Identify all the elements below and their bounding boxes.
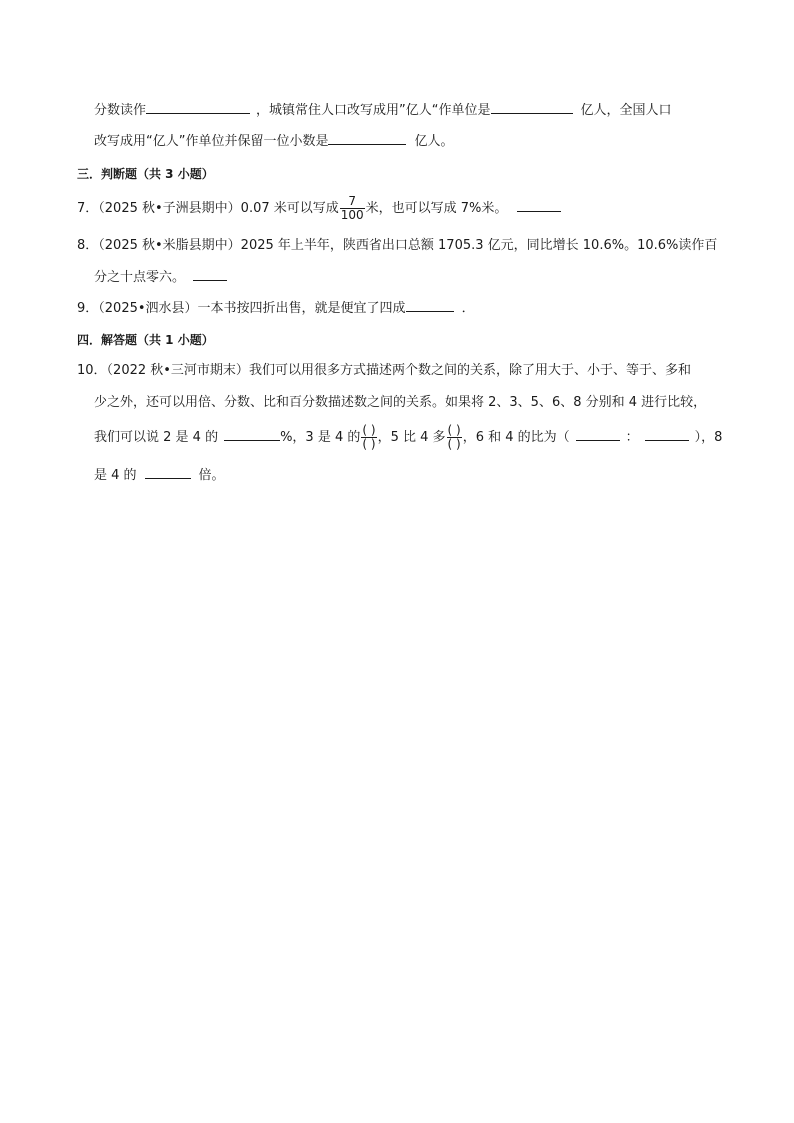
answer-blank[interactable] bbox=[145, 466, 191, 479]
question-text: ： bbox=[625, 430, 639, 445]
question-text: ． bbox=[461, 301, 475, 316]
fraction-blank[interactable] bbox=[361, 424, 376, 451]
question-text: 2025 年上半年，陕西省出口总额 1705.3 亿元，同比增长 10.6%。10.6%读作百 bbox=[240, 238, 718, 253]
question-9 bbox=[77, 299, 475, 318]
question-text: %，3 是 4 的 bbox=[280, 430, 361, 445]
question-text: ，6 和 4 的比为（ bbox=[462, 430, 570, 445]
q6-text: 亿人，全国人口 bbox=[580, 103, 672, 118]
question-text: ），8 bbox=[694, 430, 723, 445]
question-source: （2025•泗水县） bbox=[98, 301, 198, 316]
answer-blank[interactable] bbox=[406, 299, 454, 312]
question-text: 0.07 米可以写成 bbox=[240, 201, 339, 216]
answer-blank[interactable] bbox=[645, 428, 689, 441]
question-text: 我们可以说 2 是 4 的 bbox=[94, 430, 219, 445]
question-8-line-2 bbox=[94, 268, 227, 287]
q6-line-1 bbox=[94, 101, 672, 120]
question-10-line-1 bbox=[77, 362, 691, 380]
question-text: ，5 比 4 多 bbox=[377, 430, 446, 445]
answer-blank[interactable] bbox=[146, 101, 250, 114]
q6-line-2 bbox=[94, 132, 454, 151]
question-source: （2025 秋•子洲县期中） bbox=[98, 201, 241, 216]
question-text: 米，也可以写成 7%米。 bbox=[365, 201, 508, 216]
question-text: 少之外，还可以用倍、分数、比和百分数描述数之间的关系。如果将 2、3、5、6、8 分别和 4 进行比较， bbox=[94, 395, 707, 410]
fraction-denominator: ( ) bbox=[362, 437, 376, 451]
answer-blank[interactable] bbox=[576, 428, 620, 441]
q6-text: 分数读作 bbox=[94, 103, 147, 118]
fraction-denominator: ( ) bbox=[447, 437, 461, 451]
question-10-line-4 bbox=[94, 466, 225, 485]
question-10-line-2 bbox=[94, 394, 706, 412]
question-source: （2025 秋•米脂县期中） bbox=[98, 238, 241, 253]
question-source: （2022 秋•三河市期末） bbox=[106, 363, 249, 378]
question-text: 一本书按四折出售，就是便宜了四成 bbox=[197, 301, 406, 316]
fraction-numerator: 7 bbox=[348, 194, 357, 208]
section-title-judgement: 三．判断题（共 3 小题） bbox=[77, 167, 214, 181]
fraction bbox=[340, 195, 365, 222]
question-number: 10． bbox=[77, 363, 107, 378]
fraction-numerator: ( ) bbox=[447, 423, 461, 437]
question-10-line-3 bbox=[94, 421, 722, 455]
question-number: 7． bbox=[77, 201, 99, 216]
q6-text: 亿人。 bbox=[414, 134, 454, 149]
answer-blank[interactable] bbox=[193, 268, 227, 281]
answer-blank[interactable] bbox=[491, 101, 573, 114]
answer-blank[interactable] bbox=[517, 199, 561, 212]
fraction-numerator: ( ) bbox=[362, 423, 376, 437]
question-text: 分之十点零六。 bbox=[94, 270, 186, 285]
question-text: 我们可以用很多方式描述两个数之间的关系，除了用大于、小于、等于、多和 bbox=[248, 363, 691, 378]
answer-blank[interactable] bbox=[328, 132, 406, 145]
section-title-answer: 四．解答题（共 1 小题） bbox=[77, 333, 214, 347]
answer-blank[interactable] bbox=[224, 428, 280, 441]
fraction-blank[interactable] bbox=[447, 424, 462, 451]
question-text: 是 4 的 bbox=[94, 468, 137, 483]
question-number: 8． bbox=[77, 238, 99, 253]
question-8-line-1 bbox=[77, 237, 717, 255]
q6-text: 改写成用“亿人”作单位并保留一位小数是 bbox=[94, 134, 329, 149]
q6-text: ，城镇常住人口改写成用”亿人“作单位是 bbox=[256, 103, 491, 118]
question-text: 倍。 bbox=[198, 468, 225, 483]
question-number: 9． bbox=[77, 301, 99, 316]
question-7 bbox=[77, 194, 561, 224]
fraction-denominator: 100 bbox=[340, 208, 364, 222]
